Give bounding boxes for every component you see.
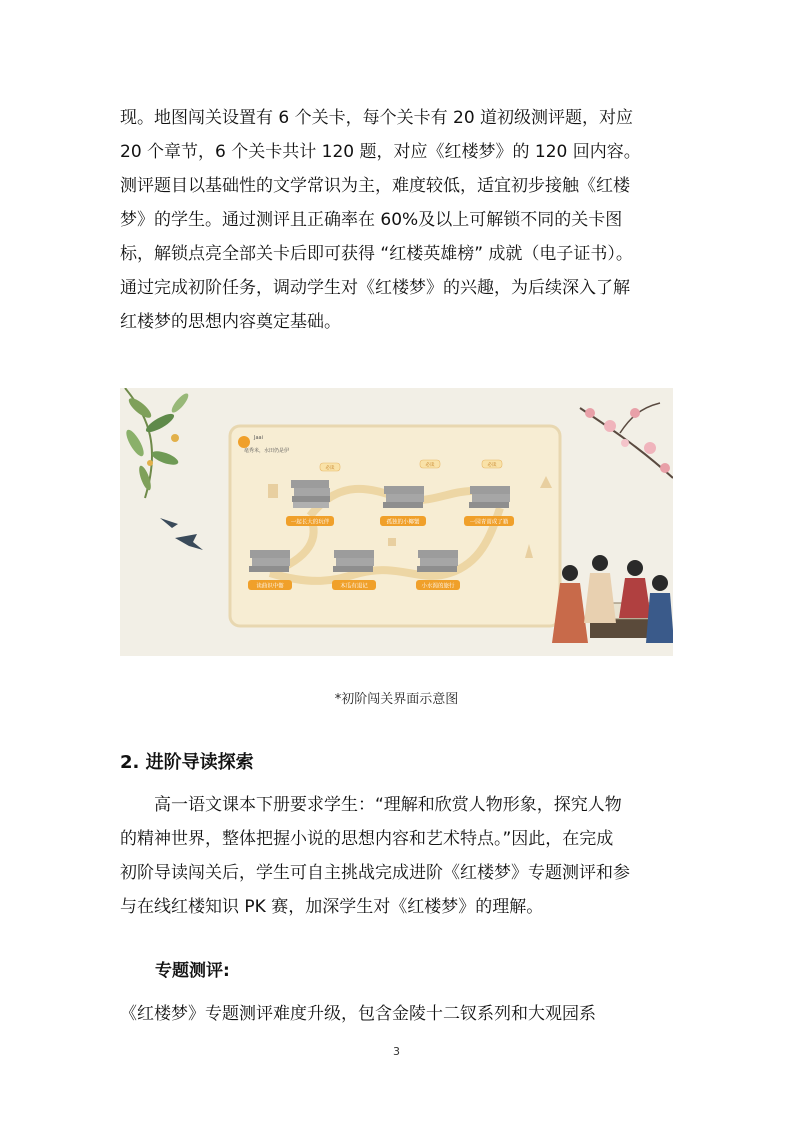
- page-number: 3: [393, 1045, 400, 1058]
- paragraph-topic-test: [120, 997, 680, 1031]
- text-line: 20 个章节，6 个关卡共计 120 题，对应《红楼梦》的 120 回内容。: [120, 142, 641, 162]
- level-label: 一园青蒿成了籍: [469, 519, 509, 526]
- section-heading: 2. 进阶导读探索: [120, 752, 254, 773]
- text-line: 的精神世界，整体把握小说的思想内容和艺术特点。”因此，在完成: [120, 829, 614, 849]
- level-badge: [320, 463, 340, 471]
- level-map-illustration: [120, 388, 673, 656]
- level-badge: [482, 460, 502, 468]
- level-node[interactable]: [464, 486, 514, 526]
- paragraph-advanced-reading: [120, 788, 680, 924]
- level-node[interactable]: [416, 550, 460, 590]
- level-node[interactable]: [286, 480, 334, 526]
- level-label: 读曲识中髂: [256, 583, 284, 590]
- user-name: Jaai: [254, 435, 263, 441]
- text-line: 《红楼梦》专题测评难度升级，包含金陵十二钗系列和大观园系: [120, 1004, 596, 1024]
- svg-text:必读: 必读: [487, 463, 497, 468]
- text-line: 标，解锁点亮全部关卡后即可获得 “红楼英雄榜” 成就（电子证书）。: [120, 244, 633, 264]
- paragraph-intro-levels: [120, 101, 680, 339]
- text-line: 与在线红楼知识 PK 赛，加深学生对《红楼梦》的理解。: [120, 897, 544, 917]
- level-map-svg: [120, 388, 673, 656]
- text-line: 梦》的学生。通过测评且正确率在 60%及以上可解锁不同的关卡图: [120, 210, 623, 230]
- text-line: 现。地图闯关设置有 6 个关卡，每个关卡有 20 道初级测评题，对应: [120, 108, 634, 128]
- level-label: 小水渴的旅行: [421, 583, 455, 590]
- subheading: 专题测评:: [155, 961, 230, 981]
- level-node[interactable]: [380, 486, 426, 526]
- text-line: 高一语文课本下册要求学生：“理解和欣赏人物形象，探究人物: [154, 795, 622, 815]
- svg-text:必读: 必读: [425, 463, 435, 468]
- user-motto: 毫秀米，水田仍是伊: [244, 448, 290, 454]
- figure-caption: *初阶闯关界面示意图: [334, 692, 459, 707]
- text-line: 测评题目以基础性的文学常识为主，难度较低，适宜初步接触《红楼: [120, 176, 630, 196]
- level-label: 孤独的小椰蟹: [386, 519, 420, 526]
- level-label: 一起长大的玩伴: [290, 519, 330, 526]
- text-line: 通过完成初阶任务，调动学生对《红楼梦》的兴趣，为后续深入了解: [120, 278, 630, 298]
- level-node[interactable]: [332, 550, 376, 590]
- text-line: 红楼梦的思想内容奠定基础。: [120, 312, 341, 332]
- level-label: 木瓜有退记: [340, 583, 368, 590]
- level-badge: [420, 460, 440, 468]
- avatar: [238, 436, 250, 448]
- text-line: 初阶导读闯关后，学生可自主挑战完成进阶《红楼梦》专题测评和参: [120, 863, 630, 883]
- svg-text:必读: 必读: [325, 466, 335, 471]
- level-node[interactable]: [248, 550, 292, 590]
